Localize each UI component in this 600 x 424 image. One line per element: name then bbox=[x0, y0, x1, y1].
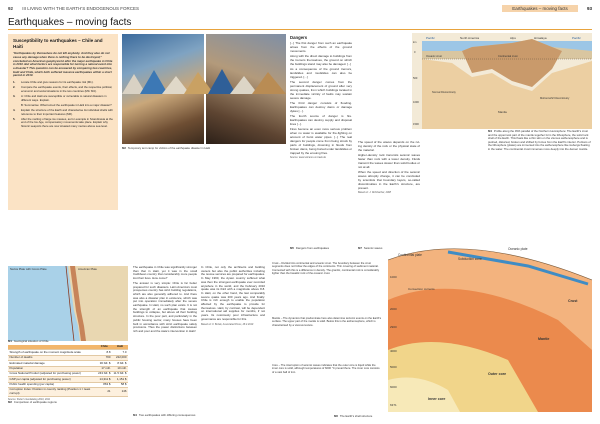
task-item: 3. A: Chile and Haiti are susceptible or vulnerable to natural disasters in different ways. Explain. bbox=[13, 94, 107, 102]
running-header-right bbox=[430, 6, 592, 15]
seismic-waves-column: The speed of the waves depends on the rul-ing density of the rock or the physical state of the material. Higher-density rock transmits seismic waves faster than rock with a lower density. Fluids transmit the waves slower than solid bodies or not at all. When the speed and direction of the seismic waves abruptly change, it can be concluded by scientists that boundary layers, so-called discontinuities in the Earth's structure, are present. Based on: J. Rohrbacher, 2008 bbox=[358, 140, 420, 194]
seismic-source: Based on: J. Rohrbacher, 2008 bbox=[358, 191, 391, 194]
m6-outer-core: Outer core bbox=[488, 372, 507, 376]
m4-axis-unit: km bbox=[413, 41, 417, 44]
table-row: GNP per capita (adjusted for purchasing power) 14,311 $ 1,151 $ bbox=[9, 376, 127, 381]
task-item: 5. After the melting of large ice masses, as for example in Scandinavia at the end of the Ice Age, compensatory movements take place. Explain why historic seaports there are now situated many metres above sea level. bbox=[13, 116, 113, 129]
m6-mantle: Mantle bbox=[538, 337, 550, 341]
chile-geology-map bbox=[8, 266, 128, 341]
m4-depth-0: 0 bbox=[414, 51, 416, 54]
m6-depth-6000: 6000 bbox=[390, 385, 397, 389]
m4-caption: M4 Profile along the 45th parallel of the Northern Hemisphere: The Earth's crust and the uppermost part of the mantle together form the lithosphere, the solid rock shell of the Earth. This floats like a thin skin on the viscous asthenosphere and is pushed, distorted, broken and shifted by forces from the Earth's interior. Portions of the lithosphere (plates) are immersed into the asthenosphere like icebergs floating in the water. The continental crust immerses more deeply into the denser mantle. bbox=[488, 129, 591, 151]
task-item: 2. Compare the earthquake events, their effects, and the respective political, economic and social situations in the two countries (M1/ M4). bbox=[13, 85, 113, 93]
m5-caption: M5 Dangers from earthquakes bbox=[290, 246, 330, 250]
comparison-text-col-1: The earthquake in Chile was significantly stronger than that in Haiti, yet it was in the small Caribbean country that considerably more people lost their lives. How come? The answer is very simple: Chile is far better prepared for such disasters. Latin America's most prosperous country has strict building regulations, which are also generally adhered to. And there was also a disaster plan in existence, which was put into operation immediately after the severe earthquake. In Haiti, no such plan exists. It is not the strength of an earthquake that causes buildings to collapse, but above all their building structure. In the poor part, and particularly in the public housing sector, many houses have been built in accordance with strict earthquake safety provisions. Thus the power distinctions between rich and poor and the state's intervention in Haiti! bbox=[133, 265, 197, 333]
box-heading: Susceptibility to earthquakes – Chile and Haiti bbox=[13, 38, 103, 49]
task-list bbox=[13, 81, 113, 129]
m4-label-north-america: North America bbox=[460, 36, 480, 40]
m4-normal-discontinuity: Normal Discontinuity bbox=[432, 91, 456, 94]
m4-text-caption: M4 Two earthquakes with differing consequences bbox=[133, 413, 196, 417]
core-definition: Core – The interruption of seismic waves indicates that the outer core is liquid while the inner core is solid, although temperatures of 6000 °C prevail there. The inner core consists of a vast ball of iron. bbox=[272, 364, 380, 374]
table-source: Source: Kieler's Geokatalog 2010, 2011 bbox=[8, 397, 51, 401]
m4-mantle: Mantle bbox=[498, 110, 508, 114]
m1-caption: M1 Geological situation of Chile bbox=[8, 339, 49, 343]
table-row: Strength of earthquake on the moment magnitude scale 8.8 7.0 bbox=[9, 349, 127, 354]
m4-label-himalaya: Himalaya bbox=[534, 36, 547, 40]
dangers-column-1: [...] The first danger from such an earthquake arises from the effects of the ground movements. Along with the direct damage to buildings from the tremors themselves, the ground on which the buildings stand may also be damaged. [...] As a consequence of the ground tremors, landslides and mudslides can also be triggered. [...] The second danger comes from the permanent displacement of ground after very strong quakes, from which buildings located in the immediate vicinity of faults may sustain severe damage. The third danger consists of flooding. Earthquakes can destroy dams or damage dykes [...]. The fourth source of danger is fire. Earthquakes can destroy supply and disposal lines [...]. Fires become an even more serious problem when no water is available for fire-fighting on account of burst water pipes. [...] The real dangers for people come from being struck by parts of buildings, drowning in floods from broken dams, being buried under landslides or trapped by the ensuing fires. Source: www.volcano.um.baek.de bbox=[290, 41, 352, 159]
crust-definition: Crust – Divided into continental and oceanic crust. The boundary between the crust segments does not follow the edges of the continents. Thin covering of sediment material. Connected with this is a difference in density. The granitic, continental rock is considerably lighter than the basaltic rock of the oceanic crust. bbox=[272, 262, 380, 276]
m6-depth-5000: 5000 bbox=[390, 365, 397, 369]
m4-label-alps: Alps bbox=[510, 36, 516, 40]
m4-label-pacific-right: Pacific bbox=[572, 36, 581, 40]
susceptibility-box bbox=[8, 34, 118, 210]
m6-depth-6371: 6371 bbox=[390, 403, 397, 407]
table-row: Population 17 mill. 10 mill. bbox=[9, 365, 127, 370]
page-title: Earthquakes – moving facts bbox=[8, 17, 132, 28]
page-number-right: 93 bbox=[586, 6, 592, 11]
m6-oceanic-plate: Oceanic plate bbox=[508, 247, 528, 251]
m4-oceanic-crust: Oceanic crust bbox=[426, 55, 442, 58]
table-row: Corruption Index: Position in country ranking (Position 1 = least corrupt) 21 146 bbox=[9, 387, 127, 395]
m4-depth-500: 500 bbox=[413, 77, 418, 80]
table-header-haiti: Haiti bbox=[112, 345, 128, 350]
dangers-heading: Dangers bbox=[290, 35, 308, 40]
page-number-left: 92 bbox=[8, 6, 14, 11]
table-row: Public health spending (per capita) 863 $ 58 $ bbox=[9, 382, 127, 387]
m7-caption: M7 Seismic waves bbox=[358, 246, 383, 250]
title-divider bbox=[8, 29, 592, 30]
table-row: Number of deaths 700 222,000 bbox=[9, 355, 127, 360]
m4-continental-crust: Continental crust bbox=[498, 55, 518, 58]
m4-label-pacific-left: Pacific bbox=[426, 36, 435, 40]
m6-depth-2900: 2900 bbox=[390, 325, 397, 329]
table-header-chile: Chile bbox=[97, 345, 112, 350]
m6-convection: Convection currents bbox=[408, 287, 435, 291]
m6-depth-2000: 2000 bbox=[390, 307, 397, 311]
m6-depth-4000: 4000 bbox=[390, 349, 397, 353]
chapter-title: III LIVING WITH THE EARTH'S ENDOGENOUS FORCES bbox=[22, 6, 139, 11]
comparison-table bbox=[8, 345, 128, 404]
m6-caption: M6 The Earth's shell structure bbox=[334, 414, 373, 418]
m6-crust: Crust bbox=[568, 299, 578, 303]
m6-inner-core: Inner core bbox=[428, 397, 446, 401]
photo-caption: M2 Temporary tent camp for victims of the earthquake disaster in Haiti bbox=[122, 146, 210, 150]
box-intro: "Earthquakes by themselves do not kill anybody. And they also do not cause any damage when there is nothing there to be destroyed," concluded an American geophysicist after the major earthquake in Chile in 2010. But what factors are responsible for turning a natural event into a disaster? This question can be answered by comparing two countries, Haiti and Chile, which both suffered massive earthquakes within a short period in 2010. bbox=[13, 51, 113, 78]
task-item: B: Summarise: What turned the earthquake in Haiti into a major disaster? bbox=[21, 102, 112, 107]
mantle-definition: Mantle – The dynamics that predominate here also determine tectonic events on the Earth's surface. The upper part of the mantle is solid. Below this is the asthenosphere, which is characterised by a viscous texture. bbox=[272, 317, 382, 327]
table-row: Estimated material damage 30 bill. $ 8 bill. $ bbox=[9, 360, 127, 365]
m6-continental-plate: Continental plate bbox=[398, 253, 422, 257]
tent-roofs-illustration bbox=[122, 64, 286, 94]
m4-depth-1000: 1000 bbox=[413, 101, 419, 104]
m1-american-plate: American Plate bbox=[78, 267, 97, 271]
section-tag: Earthquakes – moving facts bbox=[502, 5, 578, 12]
crust-profile-diagram bbox=[412, 33, 592, 129]
table-row: Gross National Product (adjusted for purchasing power) 243 bill. $ 11.5 bill. $ bbox=[9, 371, 127, 376]
task-item: 1. Locate Chile and give reasons for its earthquake risk (M1). bbox=[13, 80, 94, 85]
comparison-source: Based on: F. Bozak, Associated Press, 28.2.2010 bbox=[201, 322, 254, 326]
m1-nazca-plate: Nazca Plate with Cocos Plate bbox=[10, 267, 47, 271]
m2-table-caption: M2 Comparison of earthquake regions bbox=[8, 399, 57, 404]
running-header-left bbox=[8, 6, 288, 15]
dangers-source: Source: www.volcano.um.baek.de bbox=[290, 156, 327, 159]
task-item: 4. Explain the structure of the Earth and characterise its individual shells with reference to their important features (M6). bbox=[13, 108, 113, 116]
m4-moho: Mohorovičić Discontinuity bbox=[540, 97, 570, 100]
m6-subduction-zone: Subduction zone bbox=[458, 257, 482, 261]
earth-shell-diagram bbox=[388, 240, 592, 412]
comparison-text-col-2: In Chile, not only the architects and building owners but also the public authorities including the rescue services are prepared for earthquakes. In May 1960, the Aysén country suffered what was then the strongest earthquake ever recorded anywhere in the world, and the February 2010 quake was its third with a magnitude above 8.8. In Haiti, on the other hand, the last comparably severe quake was 200 years ago. And finally: Chile is rich enough to enable the population affected by the earthquake to provide for themselves. Haiti, by contrast, will be dependent on international aid supplies for months, if not years. Its notoriously poor infrastructure and governance are responsible for this. Based on: F. Bozak, Associated Press, 28.2.2010 bbox=[201, 265, 265, 326]
m6-depth-1000: 1000 bbox=[390, 275, 397, 279]
m4-depth-1500: 1500 bbox=[413, 123, 419, 126]
